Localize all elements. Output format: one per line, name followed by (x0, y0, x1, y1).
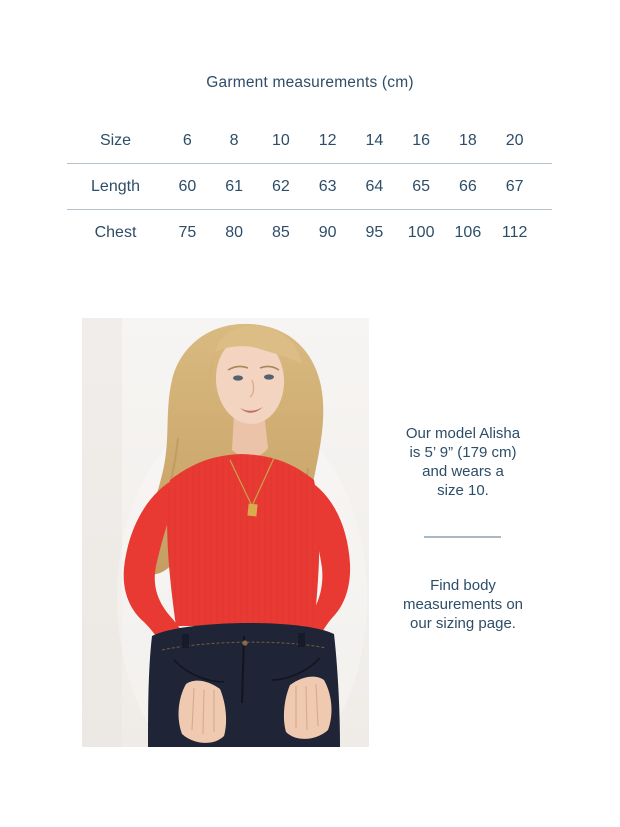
chest-value: 95 (365, 223, 384, 241)
chest-value: 100 (407, 223, 435, 241)
sizing-note-line: measurements on (402, 596, 524, 613)
chest-value: 106 (454, 223, 482, 241)
model-photo (82, 318, 369, 747)
chest-value: 85 (271, 223, 290, 241)
length-value: 62 (271, 177, 290, 195)
size-table (67, 118, 552, 255)
table-row-size (67, 118, 552, 163)
size-value: 18 (458, 131, 477, 149)
chest-value: 80 (225, 223, 244, 241)
row-label-chest: Chest (94, 223, 137, 241)
size-value: 10 (271, 131, 290, 149)
length-value: 60 (178, 177, 197, 195)
size-chart-title: Garment measurements (cm) (206, 74, 414, 91)
model-info-text (380, 424, 546, 500)
sizing-note-line: Find body (430, 577, 496, 594)
chest-value: 112 (501, 223, 528, 241)
table-row-length (67, 164, 552, 209)
length-value: 67 (505, 177, 524, 195)
size-value: 20 (505, 131, 524, 149)
model-info-line: Our model Alisha (405, 425, 521, 442)
size-value: 16 (412, 131, 431, 149)
chest-value: 90 (318, 223, 337, 241)
chest-value: 75 (178, 223, 197, 241)
text-divider (424, 536, 501, 538)
table-row-chest (67, 210, 552, 255)
size-value: 14 (365, 131, 384, 149)
size-value: 12 (318, 131, 337, 149)
row-label-length: Length (91, 177, 140, 195)
length-value: 65 (412, 177, 431, 195)
size-value: 6 (182, 131, 192, 149)
length-value: 66 (458, 177, 477, 195)
model-info-line: and wears a (422, 463, 504, 480)
sizing-note-text (380, 576, 546, 633)
length-value: 61 (225, 177, 244, 195)
row-label-size: Size (99, 131, 132, 149)
length-value: 63 (318, 177, 337, 195)
length-value: 64 (365, 177, 384, 195)
model-info-line: is 5’ 9” (179 cm) (409, 444, 517, 461)
sizing-note-line: our sizing page. (410, 615, 516, 632)
model-photo-illustration (82, 318, 369, 747)
size-value: 8 (229, 131, 239, 149)
model-info-line: size 10. (437, 482, 489, 499)
